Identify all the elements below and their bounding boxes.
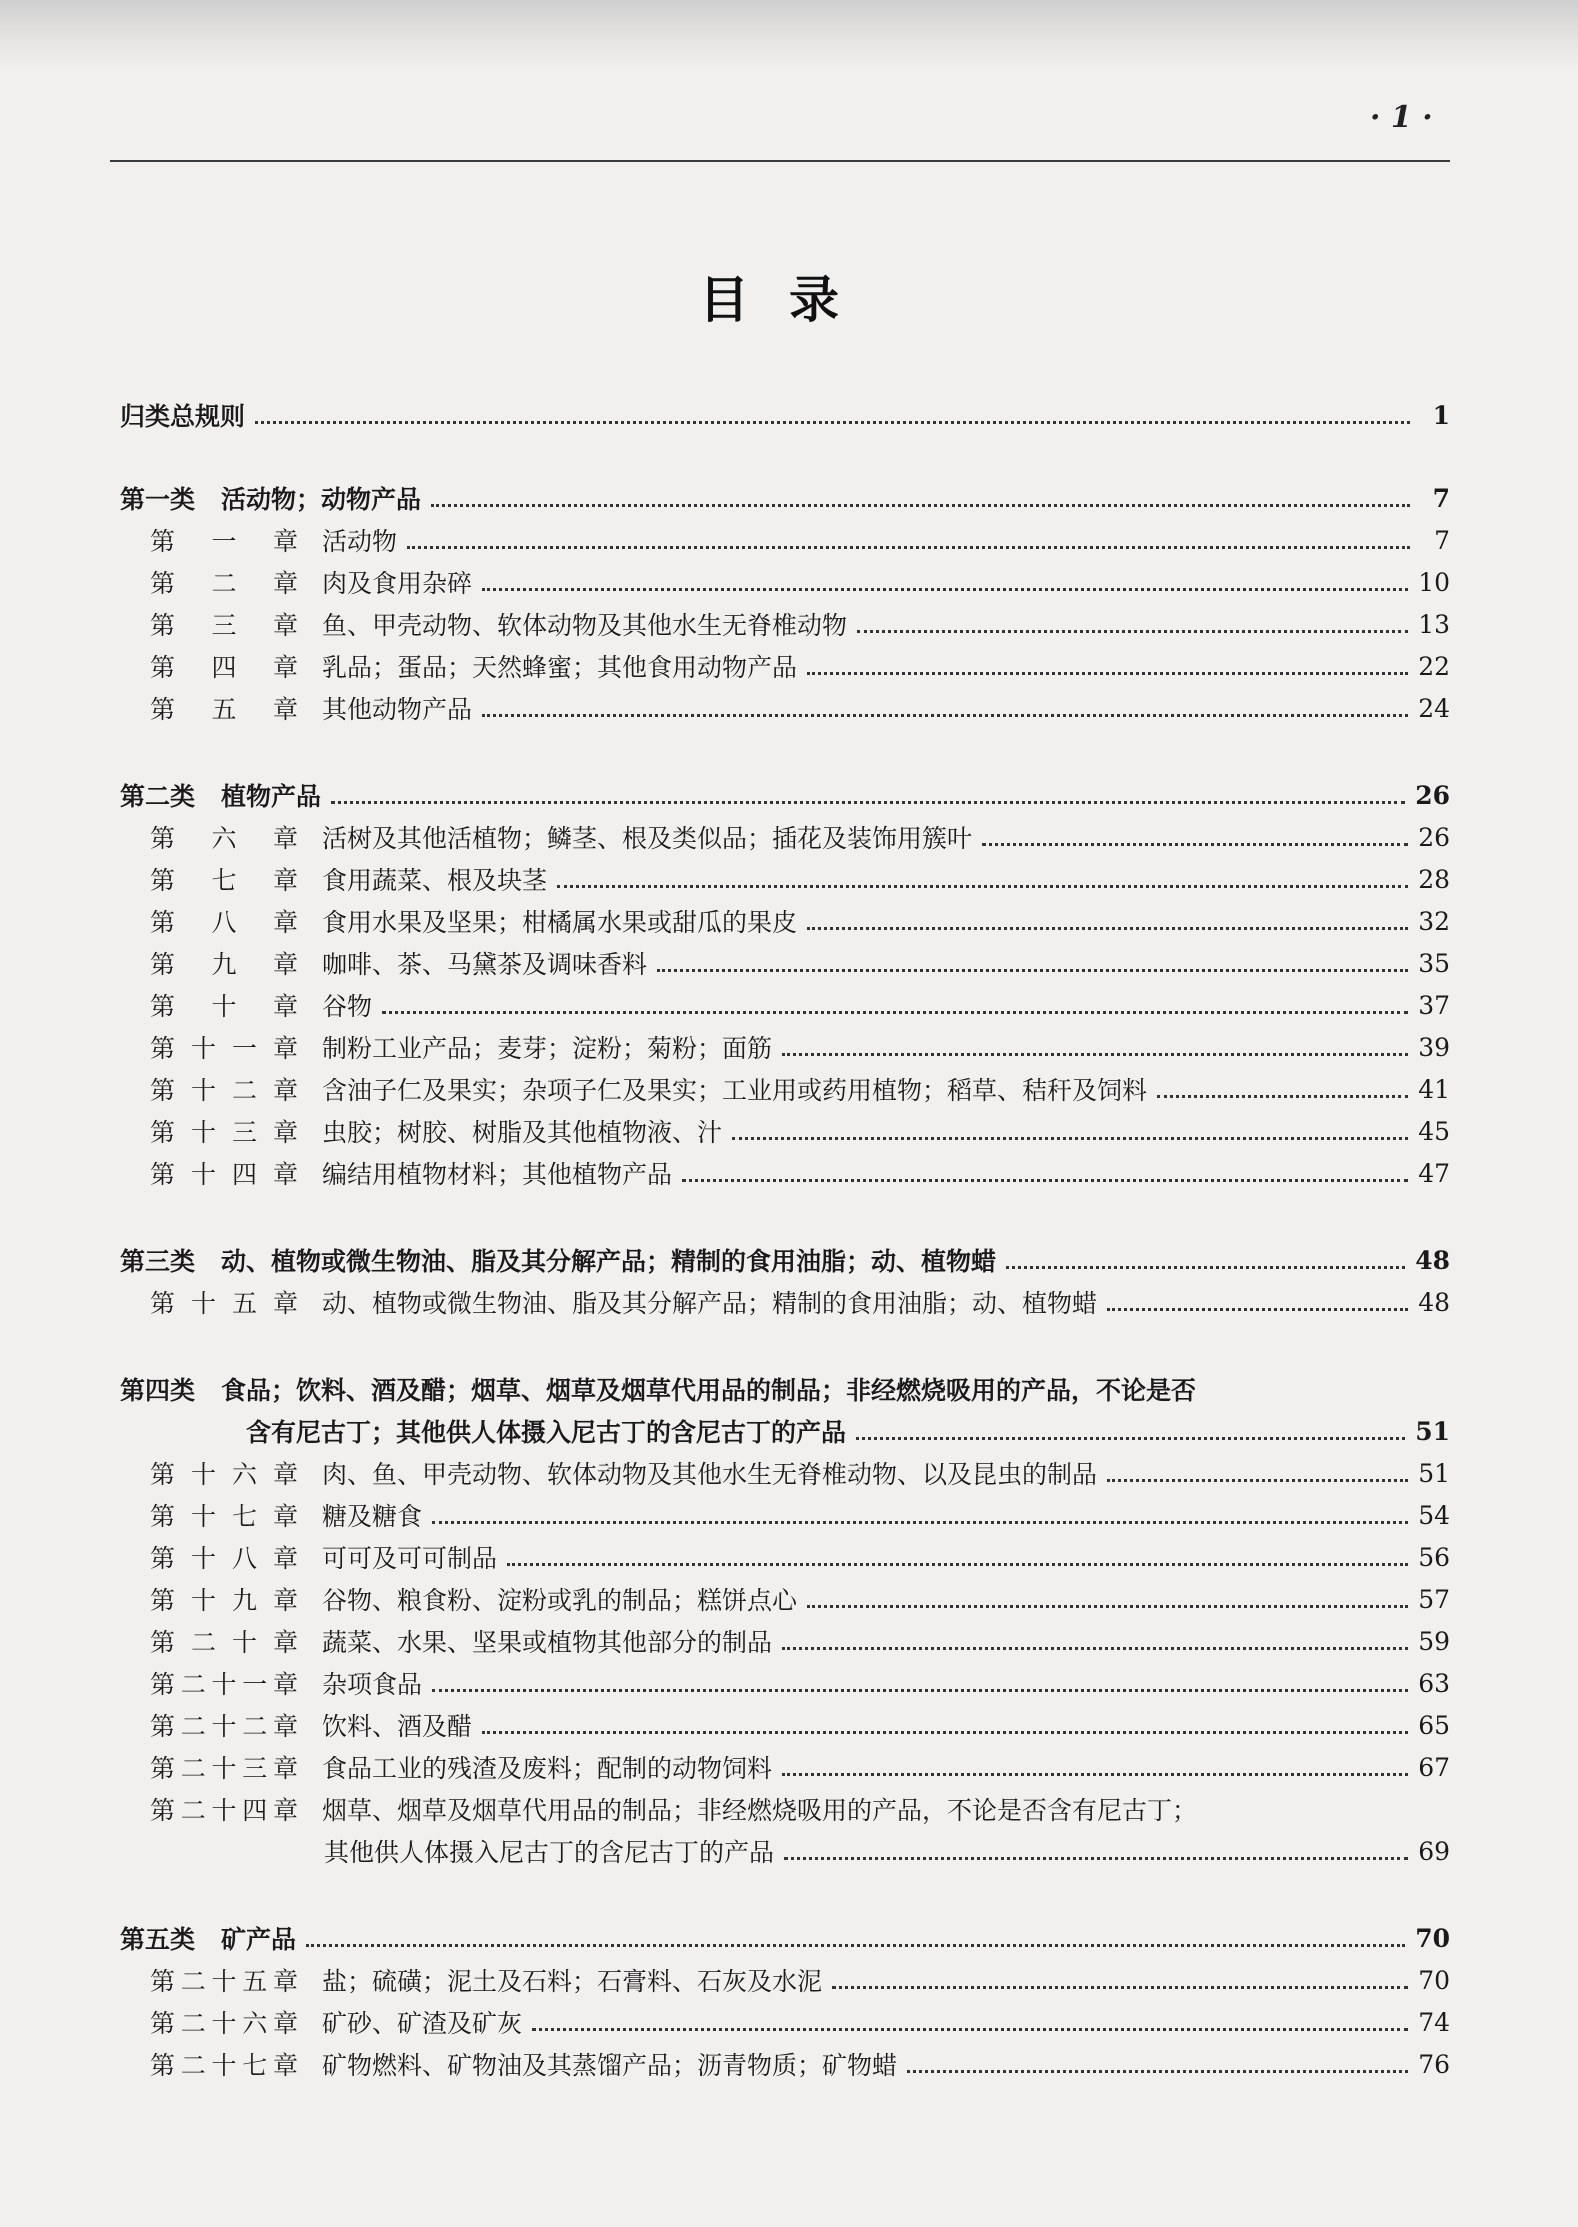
chapter-label: 第二十七章 [150, 2051, 298, 2080]
leader-dots [507, 1561, 1408, 1566]
chapter-name: 制粉工业产品；麦芽；淀粉；菊粉；面筋 [322, 1034, 773, 1063]
chapter-name: 谷物 [322, 992, 373, 1021]
chapter-label: 第十五章 [150, 1289, 298, 1318]
toc-chapter[interactable] [120, 1069, 1450, 1109]
leader-dots [907, 2068, 1408, 2073]
section-page: 70 [1415, 1923, 1450, 1953]
leader-dots [557, 883, 1408, 888]
chapter-name: 蔬菜、水果、坚果或植物其他部分的制品 [322, 1628, 773, 1657]
chapter-label: 第十六章 [150, 1460, 298, 1489]
chapter-label: 第十四章 [150, 1160, 298, 1189]
toc-chapter[interactable] [120, 1663, 1450, 1703]
toc-chapter[interactable] [120, 1960, 1450, 2000]
chapter-name: 咖啡、茶、马黛茶及调味香料 [322, 950, 648, 979]
leader-dots [807, 1603, 1408, 1608]
toc-section[interactable] [120, 1369, 1450, 1409]
section-name: 食品；饮料、酒及醋；烟草、烟草及烟草代用品的制品；非经燃烧吸用的产品，不论是否 [221, 1376, 1197, 1405]
leader-dots [1006, 1264, 1405, 1269]
chapter-name: 烟草、烟草及烟草代用品的制品；非经燃烧吸用的产品，不论是否含有尼古丁； [322, 1796, 1198, 1825]
leader-dots [784, 1855, 1408, 1860]
leader-dots [782, 1645, 1408, 1650]
chapter-name: 动、植物或微生物油、脂及其分解产品；精制的食用油脂；动、植物蜡 [322, 1289, 1098, 1318]
leader-dots [857, 628, 1408, 633]
toc-chapter[interactable] [120, 985, 1450, 1025]
toc-chapter[interactable] [120, 1537, 1450, 1577]
chapter-label: 第十九章 [150, 1586, 298, 1615]
leader-dots [482, 712, 1408, 717]
chapter-name: 谷物、粮食粉、淀粉或乳的制品；糕饼点心 [322, 1586, 798, 1615]
chapter-page: 54 [1418, 1500, 1450, 1530]
chapter-page: 76 [1418, 2049, 1450, 2079]
chapter-name: 矿砂、矿渣及矿灰 [322, 2009, 523, 2038]
toc-chapter[interactable] [120, 1621, 1450, 1661]
toc-chapter[interactable] [120, 604, 1450, 644]
leader-dots [532, 2026, 1408, 2031]
chapter-page: 70 [1418, 1965, 1450, 1995]
leader-dots [431, 502, 1410, 507]
leader-dots [1157, 1093, 1408, 1098]
chapter-page: 26 [1418, 822, 1450, 852]
chapter-name: 含油子仁及果实；杂项子仁及果实；工业用或药用植物；稻草、秸秆及饲料 [322, 1076, 1148, 1105]
leader-dots [482, 1729, 1408, 1734]
chapter-name-continued: 其他供人体摄入尼古丁的含尼古丁的产品 [324, 1838, 775, 1867]
toc-chapter[interactable] [120, 1282, 1450, 1322]
entry-page: 1 [1432, 400, 1450, 430]
toc-section[interactable] [120, 1918, 1450, 1958]
leader-dots [782, 1771, 1408, 1776]
toc-chapter[interactable] [120, 1153, 1450, 1193]
chapter-page: 41 [1418, 1074, 1450, 1104]
chapter-page: 51 [1418, 1458, 1450, 1488]
toc-chapter[interactable] [120, 1747, 1450, 1787]
toc-chapter[interactable] [120, 646, 1450, 686]
toc-chapter[interactable] [120, 1111, 1450, 1151]
chapter-page: 56 [1418, 1542, 1450, 1572]
chapter-label: 第十八章 [150, 1544, 298, 1573]
chapter-label: 第十二章 [150, 1076, 298, 1105]
chapter-name: 肉、鱼、甲壳动物、软体动物及其他水生无脊椎动物、以及昆虫的制品 [322, 1460, 1098, 1489]
leader-dots [432, 1519, 1408, 1524]
section-label: 第五类 [120, 1925, 196, 1954]
chapter-name: 食用水果及坚果；柑橘属水果或甜瓜的果皮 [322, 908, 798, 937]
toc-chapter[interactable] [120, 1495, 1450, 1535]
section-page: 26 [1415, 780, 1450, 810]
chapter-label: 第二十三章 [150, 1754, 298, 1783]
chapter-label: 第一章 [150, 527, 298, 556]
chapter-page: 59 [1418, 1626, 1450, 1656]
chapter-label: 第十七章 [150, 1502, 298, 1531]
toc-section-continued[interactable] [120, 1411, 1450, 1451]
chapter-label: 第三章 [150, 611, 298, 640]
chapter-name: 糖及糖食 [322, 1502, 423, 1531]
chapter-page: 37 [1418, 990, 1450, 1020]
section-page: 7 [1432, 483, 1450, 513]
leader-dots [832, 1984, 1408, 1989]
leader-dots [732, 1135, 1408, 1140]
leader-dots [1107, 1306, 1408, 1311]
chapter-name: 盐；硫磺；泥土及石料；石膏料、石灰及水泥 [322, 1967, 823, 1996]
header-rule [110, 160, 1450, 162]
chapter-page: 28 [1418, 864, 1450, 894]
section-label: 第一类 [120, 485, 196, 514]
section-page: 48 [1415, 1245, 1450, 1275]
chapter-label: 第二十一章 [150, 1670, 298, 1699]
chapter-label: 第十一章 [150, 1034, 298, 1063]
chapter-label: 第六章 [150, 824, 298, 853]
chapter-page: 32 [1418, 906, 1450, 936]
entry-label: 归类总规则 [120, 402, 246, 431]
section-name: 矿产品 [221, 1925, 297, 1954]
chapter-label: 第九章 [150, 950, 298, 979]
chapter-name: 活动物 [322, 527, 398, 556]
chapter-label: 第七章 [150, 866, 298, 895]
leader-dots [482, 586, 1408, 591]
toc-chapter[interactable] [120, 688, 1450, 728]
chapter-page: 48 [1418, 1287, 1450, 1317]
section-label: 第四类 [120, 1376, 196, 1405]
toc-chapter[interactable] [120, 520, 1450, 560]
page-title: 目录 [699, 270, 879, 329]
chapter-name: 食品工业的残渣及废料；配制的动物饲料 [322, 1754, 773, 1783]
toc-chapter[interactable] [120, 1789, 1450, 1829]
chapter-page: 24 [1418, 693, 1450, 723]
toc-chapter[interactable] [120, 2002, 1450, 2042]
section-label: 第二类 [120, 782, 196, 811]
leader-dots [407, 544, 1410, 549]
chapter-page: 67 [1418, 1752, 1450, 1782]
toc-chapter[interactable] [120, 1453, 1450, 1493]
chapter-name: 矿物燃料、矿物油及其蒸馏产品；沥青物质；矿物蜡 [322, 2051, 898, 2080]
chapter-page: 45 [1418, 1116, 1450, 1146]
chapter-page: 63 [1418, 1668, 1450, 1698]
section-name-continued: 含有尼古丁；其他供人体摄入尼古丁的含尼古丁的产品 [246, 1418, 847, 1447]
chapter-label: 第二十章 [150, 1628, 298, 1657]
leader-dots [306, 1942, 1405, 1947]
chapter-name: 其他动物产品 [322, 695, 473, 724]
chapter-label: 第四章 [150, 653, 298, 682]
chapter-page: 35 [1418, 948, 1450, 978]
chapter-page: 10 [1418, 567, 1450, 597]
chapter-name: 杂项食品 [322, 1670, 423, 1699]
chapter-label: 第五章 [150, 695, 298, 724]
section-label: 第三类 [120, 1247, 196, 1276]
leader-dots [982, 841, 1408, 846]
chapter-label: 第二十五章 [150, 1967, 298, 1996]
chapter-name: 乳品；蛋品；天然蜂蜜；其他食用动物产品 [322, 653, 798, 682]
chapter-name: 肉及食用杂碎 [322, 569, 473, 598]
chapter-page: 47 [1418, 1158, 1450, 1188]
toc-section[interactable] [120, 775, 1450, 815]
chapter-name: 食用蔬菜、根及块茎 [322, 866, 548, 895]
chapter-page: 69 [1418, 1836, 1450, 1866]
chapter-name: 可可及可可制品 [322, 1544, 498, 1573]
toc-chapter[interactable] [120, 859, 1450, 899]
chapter-page: 7 [1434, 525, 1450, 555]
leader-dots [856, 1435, 1405, 1440]
scan-top-shadow [0, 0, 1578, 70]
chapter-name: 鱼、甲壳动物、软体动物及其他水生无脊椎动物 [322, 611, 848, 640]
leader-dots [807, 925, 1408, 930]
chapter-label: 第二十六章 [150, 2009, 298, 2038]
page-number: · 1 · [1370, 100, 1433, 135]
toc-chapter[interactable] [120, 562, 1450, 602]
toc-chapter[interactable] [120, 1705, 1450, 1745]
chapter-page: 13 [1418, 609, 1450, 639]
leader-dots [255, 419, 1410, 424]
leader-dots [657, 967, 1408, 972]
leader-dots [331, 799, 1405, 804]
chapter-label: 第八章 [150, 908, 298, 937]
leader-dots [382, 1009, 1408, 1014]
section-name: 植物产品 [221, 782, 322, 811]
toc-section[interactable] [120, 478, 1450, 518]
section-page: 51 [1415, 1416, 1450, 1446]
chapter-name: 虫胶；树胶、树脂及其他植物液、汁 [322, 1118, 723, 1147]
toc-chapter[interactable] [120, 1027, 1450, 1067]
chapter-name: 饮料、酒及醋 [322, 1712, 473, 1741]
chapter-label: 第十三章 [150, 1118, 298, 1147]
leader-dots [1107, 1477, 1408, 1482]
section-name: 动、植物或微生物油、脂及其分解产品；精制的食用油脂；动、植物蜡 [221, 1247, 997, 1276]
chapter-name: 编结用植物材料；其他植物产品 [322, 1160, 673, 1189]
toc-chapter-continued[interactable] [120, 1831, 1450, 1871]
chapter-page: 65 [1418, 1710, 1450, 1740]
toc-chapter[interactable] [120, 901, 1450, 941]
leader-dots [432, 1687, 1408, 1692]
chapter-page: 74 [1418, 2007, 1450, 2037]
chapter-page: 22 [1418, 651, 1450, 681]
chapter-label: 第二章 [150, 569, 298, 598]
chapter-page: 57 [1418, 1584, 1450, 1614]
chapter-label: 第十章 [150, 992, 298, 1021]
section-name: 活动物；动物产品 [221, 485, 422, 514]
toc-entry-general-rules[interactable] [120, 395, 1450, 435]
toc-chapter[interactable] [120, 817, 1450, 857]
chapter-page: 39 [1418, 1032, 1450, 1062]
leader-dots [782, 1051, 1408, 1056]
chapter-name: 活树及其他活植物；鳞茎、根及类似品；插花及装饰用簇叶 [322, 824, 973, 853]
leader-dots [682, 1177, 1408, 1182]
chapter-label: 第二十二章 [150, 1712, 298, 1741]
chapter-label: 第二十四章 [150, 1796, 298, 1825]
leader-dots [807, 670, 1408, 675]
toc-chapter[interactable] [120, 2044, 1450, 2084]
toc-chapter[interactable] [120, 1579, 1450, 1619]
toc-chapter[interactable] [120, 943, 1450, 983]
toc-section[interactable] [120, 1240, 1450, 1280]
